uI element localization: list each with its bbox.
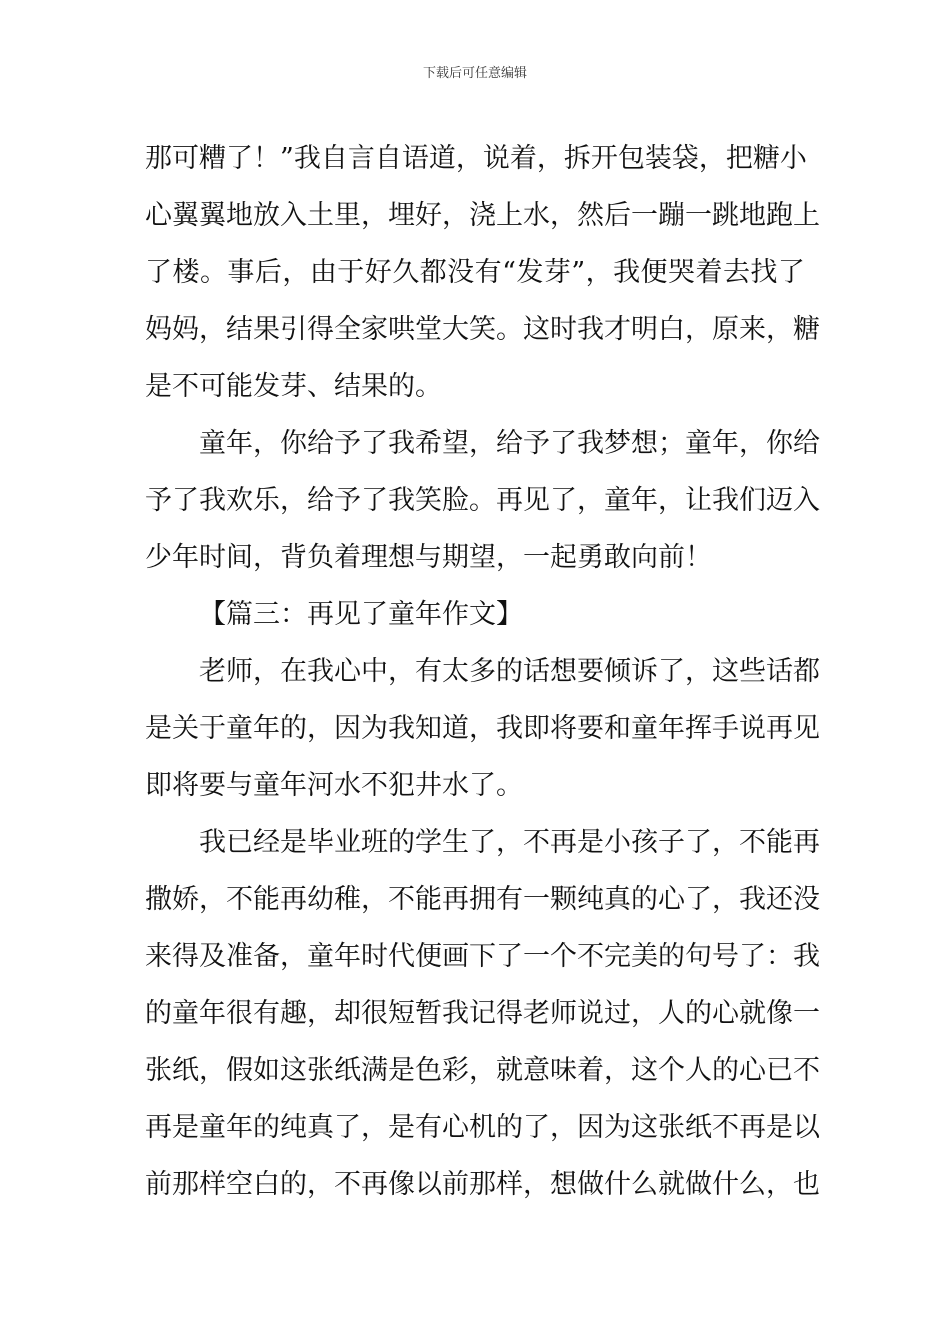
text-line: 少年时间，背负着理想与期望，一起勇敢向前！ [145, 542, 712, 573]
text-line: 是不可能发芽、结果的。 [145, 371, 442, 402]
text-line: 老 师 ， 在 我 心 中 ， 有 太 多 的 话 想 要 倾 诉 了 ， 这 些 话 都 [199, 656, 820, 687]
text-line: 前 那 样 空 白 的 ， 不 再 像 以 前 那 样 ， 想 做 什 么 就 做 什 么 ， 也 [145, 1169, 820, 1200]
text-line: 是 关 于 童 年 的 ， 因 为 我 知 道 ， 我 即 将 要 和 童 年 挥 手 说 再 见 [145, 713, 820, 744]
page-header: 下载后可任意编辑 [422, 66, 527, 81]
text-line: 来 得 及 准 备 ， 童 年 时 代 便 画 下 了 一 个 不 完 美 的 句 号 了 ： 我 [145, 941, 820, 972]
text-line: 那 可 糟 了 ！ ” 我 自 言 自 语 道 ， 说 着 ， 拆 开 包 装 袋 ， 把 糖 小 [145, 143, 807, 174]
text-line: 童 年 ， 你 给 予 了 我 希 望 ， 给 予 了 我 梦 想 ； 童 年 ， 你 给 [199, 428, 820, 459]
text-line: 即将要与童年河水不犯井水了。 [145, 770, 523, 801]
text-line: 撒 娇 ， 不 能 再 幼 稚 ， 不 能 再 拥 有 一 颗 纯 真 的 心 了 ， 我 还 没 [145, 884, 820, 915]
text-line: 我 已 经 是 毕 业 班 的 学 生 了 ， 不 再 是 小 孩 子 了 ， 不 能 再 [199, 827, 820, 858]
text-line: 妈 妈 ， 结 果 引 得 全 家 哄 堂 大 笑 。 这 时 我 才 明 白 ， 原 来 ， 糖 [145, 314, 820, 345]
text-line: 心 翼 翼 地 放 入 土 里 ， 埋 好 ， 浇 上 水 ， 然 后 一 蹦 一 跳 地 跑 上 [145, 200, 820, 231]
text-line: 的 童 年 很 有 趣 ， 却 很 短 暂 我 记 得 老 师 说 过 ， 人 的 心 就 像 一 [145, 998, 820, 1029]
text-line: 了 楼 。 事 后 ， 由 于 好 久 都 没 有 “ 发 芽 ” ， 我 便 哭 着 去 找 了 [145, 257, 805, 288]
text-line: 再 是 童 年 的 纯 真 了 ， 是 有 心 机 的 了 ， 因 为 这 张 纸 不 再 是 以 [145, 1112, 820, 1143]
text-line: 予 了 我 欢 乐 ， 给 予 了 我 笑 脸 。 再 见 了 ， 童 年 ， 让 我 们 迈 入 [145, 485, 820, 516]
text-line: 【篇三：再见了童年作文】 [199, 599, 523, 630]
document-body [145, 130, 820, 1213]
text-line: 张 纸 ， 假 如 这 张 纸 满 是 色 彩 ， 就 意 味 着 ， 这 个 人 的 心 已 不 [145, 1055, 820, 1086]
